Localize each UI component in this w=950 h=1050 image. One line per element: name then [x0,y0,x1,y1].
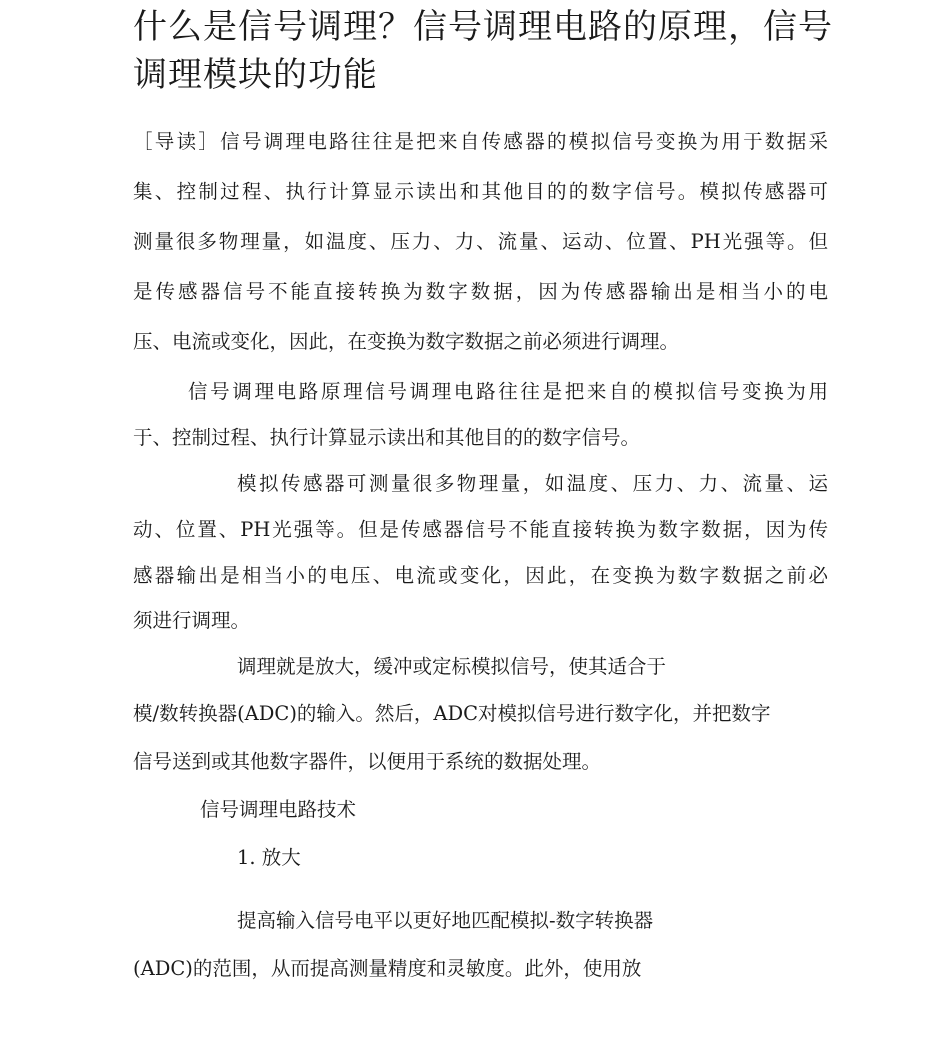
list-item-1: 1. 放大 [237,846,301,869]
section-heading: 信号调理电路技术 [200,798,357,821]
para3-line-2: 动、位置、PH光强等。但是传感器信号不能直接转换为数字数据，因为传 [133,518,828,541]
para4-line-3: 信号送到或其他数字器件，以便用于系统的数据处理。 [133,750,602,773]
intro-line-5: 压、电流或变化，因此，在变换为数字数据之前必须进行调理。 [133,330,680,353]
para4-line-1: 调理就是放大，缓冲或定标模拟信号，使其适合于 [237,655,667,678]
para5-line-1: 提高输入信号电平以更好地匹配模拟-数字转换器 [237,909,654,932]
para4-line-2: 模/数转换器(ADC)的输入。然后，ADC对模拟信号进行数字化，并把数字 [133,702,771,725]
para3-line-1: 模拟传感器可测量很多物理量，如温度、压力、力、流量、运 [237,472,828,495]
para2-line-2: 于、控制过程、执行计算显示读出和其他目的的数字信号。 [133,426,641,449]
para3-line-4: 须进行调理。 [133,609,251,632]
intro-line-4: 是传感器信号不能直接转换为数字数据，因为传感器输出是相当小的电 [133,280,828,303]
intro-line-3: 测量很多物理量，如温度、压力、力、流量、运动、位置、PH光强等。但 [133,230,828,253]
intro-line-2: 集、控制过程、执行计算显示读出和其他目的的数字信号。模拟传感器可 [133,180,828,203]
para2-line-1: 信号调理电路原理信号调理电路往往是把来自的模拟信号变换为用 [188,380,828,403]
document-title: 什么是信号调理？信号调理电路的原理，信号调理模块的功能 [133,7,833,95]
para5-line-2: (ADC)的范围，从而提高测量精度和灵敏度。此外，使用放 [133,957,642,980]
para3-line-3: 感器输出是相当小的电压、电流或变化，因此，在变换为数字数据之前必 [133,564,828,587]
intro-line-1: ［导读］信号调理电路往往是把来自传感器的模拟信号变换为用于数据采 [133,130,828,153]
